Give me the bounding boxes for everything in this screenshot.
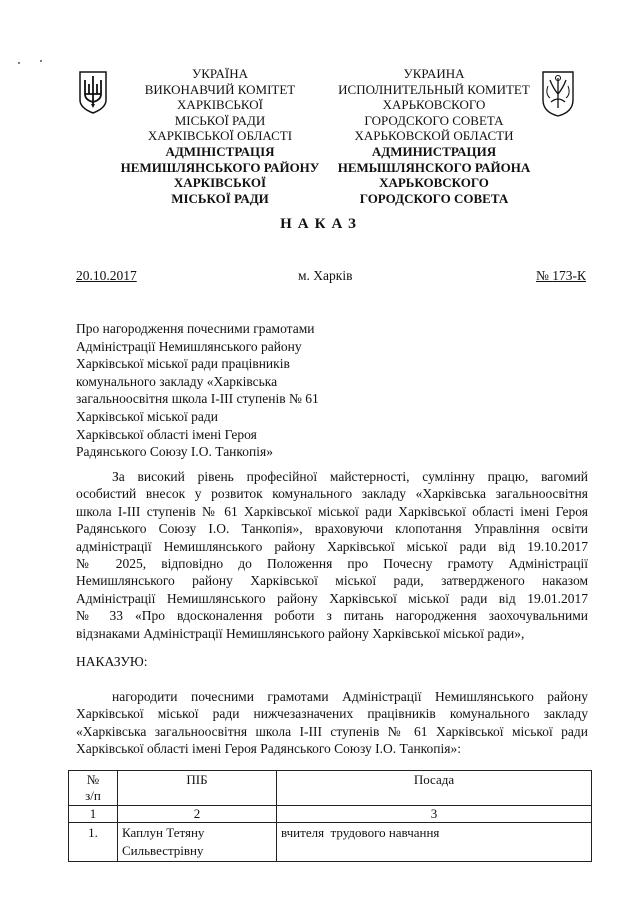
header-left-line: УКРАЇНА xyxy=(192,66,248,81)
subject-line: Харківської міської ради працівників xyxy=(76,356,290,372)
kharkiv-coat-of-arms-icon xyxy=(541,68,575,123)
row-position: вчителя трудового навчання xyxy=(277,823,592,862)
header-right-line: ХАРЬКОВСКОГО xyxy=(382,97,486,113)
body-line: Радянського Союзу І.О. Танкопія», враховуючи клопотання Управління освіти xyxy=(76,521,588,537)
scan-speck xyxy=(18,62,20,64)
subject-line: Харківської області імені Героя xyxy=(76,426,257,442)
subject-line: Радянського Союзу І.О. Танкопія» xyxy=(76,444,273,460)
body-line: № 33 «Про вдосконалення роботи з питань нагородження заохочувальними xyxy=(76,608,588,624)
ukraine-trident-icon xyxy=(79,70,107,119)
header-right-block xyxy=(328,66,540,206)
header-left-line: ХАРКІВСЬКОЇ ОБЛАСТІ xyxy=(147,128,293,144)
body-line: № 2025, відповідно до Положення про Почесну грамоту Адміністрації xyxy=(76,556,588,572)
header-left-bold-line: ХАРКІВСЬКОЇ xyxy=(173,175,267,191)
order-line: «Харківська загальноосвітня школа І-ІІІ ступенів № 61 Харківської міської ради xyxy=(76,723,588,739)
column-number: 2 xyxy=(118,806,277,823)
header-right-bold-line: АДМИНИСТРАЦИЯ xyxy=(371,143,497,159)
column-number: 1 xyxy=(69,806,118,823)
column-number: 3 xyxy=(277,806,592,823)
subject-line: комунального закладу «Харківська xyxy=(76,373,278,389)
body-paragraph xyxy=(76,468,588,642)
row-number: 1. xyxy=(69,823,118,862)
body-line: адміністрації Немишлянського району Харківської міської ради від 19.10.2017 xyxy=(76,538,588,554)
document-date: 20.10.2017 xyxy=(76,268,137,283)
header-left-line: ХАРКІВСЬКОЇ xyxy=(177,97,263,113)
body-line: школа І-ІІІ ступенів № 61 Харківської міської ради Харківської області імені Героя xyxy=(76,503,588,519)
document-number xyxy=(536,268,586,284)
subject-line: Про нагородження почесними грамотами xyxy=(76,321,315,336)
header-left-block xyxy=(108,66,332,206)
header-right-line: ИСПОЛНИТЕЛЬНЫЙ КОМИТЕТ xyxy=(338,81,530,97)
body-line: відзнаками Адміністрації Немишлянського району Харківської міської ради», xyxy=(76,625,525,641)
staff-table xyxy=(68,770,592,862)
body-line: особистий внесок у розвиток комунального закладу «Харківська загальноосвітня xyxy=(76,486,588,502)
header-right-bold-line: ХАРЬКОВСКОГО xyxy=(379,175,489,191)
document-subject xyxy=(76,320,366,461)
order-line: нагородити почесними грамотами Адміністрації Немишлянського району xyxy=(112,689,588,704)
table-column-number-row xyxy=(69,806,592,823)
number-prefix: № xyxy=(535,268,553,283)
body-line: За високий рівень професійної майстерності, сумлінну працю, вагомий xyxy=(112,469,588,484)
header-left-bold-line: АДМІНІСТРАЦІЯ xyxy=(165,143,275,159)
order-heading: НАКАЗУЮ: xyxy=(76,654,148,669)
number-value: 173-К xyxy=(552,268,586,283)
table-header-row xyxy=(69,771,592,806)
body-line: Немишлянського району Харківської міської ради, затвердженого наказом xyxy=(76,573,588,589)
header-right-line: УКРАИНА xyxy=(403,66,465,81)
header-right-bold-line: ГОРОДСКОГО СОВЕТА xyxy=(359,190,509,206)
body-line: Адміністрації Немишлянського району Харківської міської ради від 19.01.2017 xyxy=(76,590,588,606)
header-right-line: ХАРЬКОВСКОЙ ОБЛАСТИ xyxy=(354,128,514,144)
subject-line: Адміністрації Немишлянського району xyxy=(76,338,302,354)
header-left-bold-line: МІСЬКОЇ РАДИ xyxy=(171,190,269,206)
subject-line: загальноосвітня школа І-ІІІ ступенів № 61 xyxy=(76,391,319,407)
document-city: м. Харків xyxy=(298,268,353,283)
header-position: Посада xyxy=(277,771,592,806)
document-title: НАКАЗ xyxy=(280,216,362,232)
subject-line: Харківської міської ради xyxy=(76,408,219,424)
order-line: Харківської міської ради нижчезазначених працівників комунального закладу xyxy=(76,706,588,722)
header-right-bold-line: НЕМЫШЛЯНСКОГО РАЙОНА xyxy=(337,159,531,175)
row-name: Каплун Тетяну Сильвестрівну xyxy=(118,823,277,862)
header-name: ПІБ xyxy=(118,771,277,806)
order-paragraph xyxy=(76,688,588,758)
header-left-bold-line: НЕМИШЛЯНСЬКОГО РАЙОНУ xyxy=(120,159,320,175)
header-number: № з/п xyxy=(69,771,118,806)
header-left-line: ВИКОНАВЧИЙ КОМІТЕТ xyxy=(144,81,296,97)
order-line: Харківської області імені Героя Радянського Союзу І.О. Танкопія»: xyxy=(76,741,461,757)
table-row xyxy=(69,823,592,862)
header-right-line: ГОРОДСКОГО СОВЕТА xyxy=(364,112,504,128)
header-left-line: МІСЬКОЇ РАДИ xyxy=(174,112,266,128)
scan-speck xyxy=(40,60,42,62)
